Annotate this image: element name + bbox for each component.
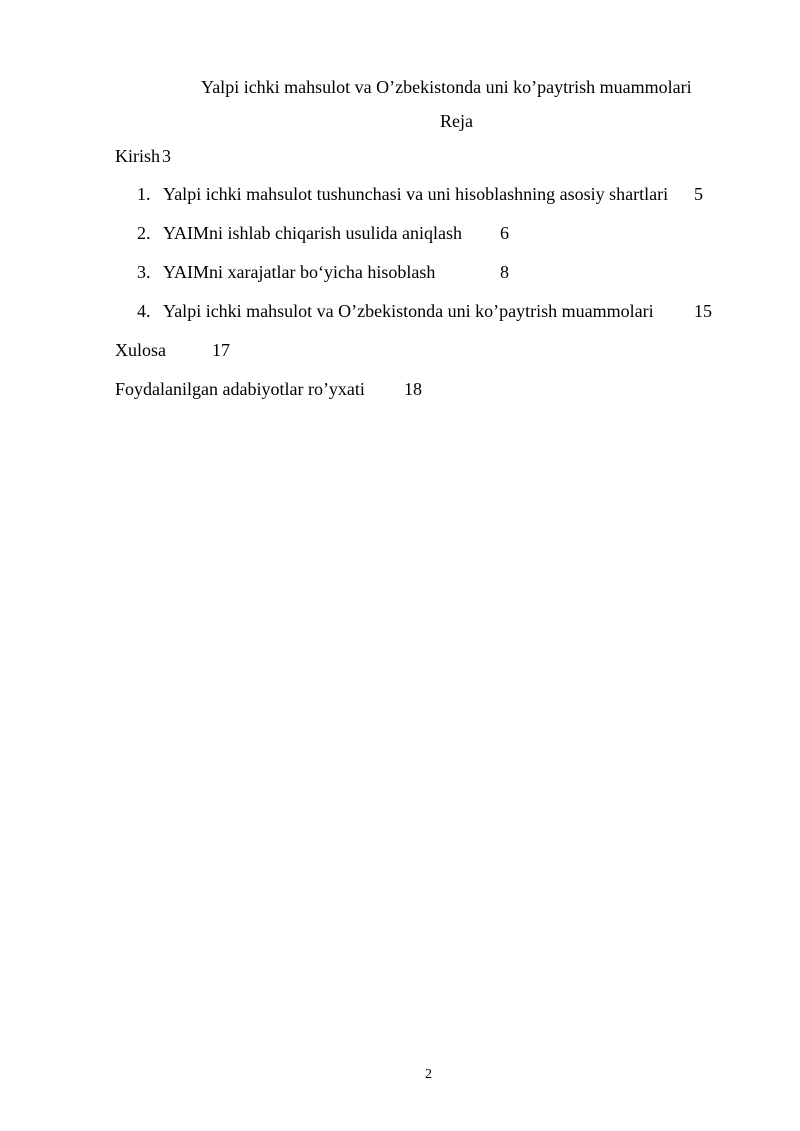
document-title: Yalpi ichki mahsulot va O’zbekistonda uni ko’paytrish muammolari — [201, 77, 692, 97]
toc-item-text: YAIMni ishlab chiqarish usulida aniqlash — [163, 223, 462, 243]
toc-item-text: Yalpi ichki mahsulot va O’zbekistonda uni ko’paytrish muammolari — [163, 301, 654, 321]
toc-item-text: Yalpi ichki mahsulot tushunchasi va uni hisoblashning asosiy shartlari — [163, 184, 669, 204]
toc-item-number: 3. — [137, 262, 151, 282]
toc-item-text: YAIMni xarajatlar bo‘yicha hisoblash — [163, 262, 436, 282]
plan-heading: Reja — [440, 111, 473, 131]
toc-item-number: 1. — [137, 184, 151, 204]
toc-intro-label: Kirish — [115, 146, 160, 166]
toc-intro-page: 3 — [162, 146, 171, 166]
toc-item-page: 6 — [500, 223, 509, 243]
toc-item-page: 5 — [694, 184, 703, 204]
toc-item-page: 15 — [694, 301, 712, 321]
toc-item-number: 2. — [137, 223, 151, 243]
page-number: 2 — [425, 1067, 432, 1082]
toc-conclusion-label: Xulosa — [115, 340, 166, 360]
toc-conclusion-page: 17 — [212, 340, 230, 360]
toc-item-page: 8 — [500, 262, 509, 282]
toc-references-page: 18 — [404, 379, 422, 399]
toc-item-number: 4. — [137, 301, 151, 321]
toc-references-label: Foydalanilgan adabiyotlar ro’yxati — [115, 379, 365, 399]
